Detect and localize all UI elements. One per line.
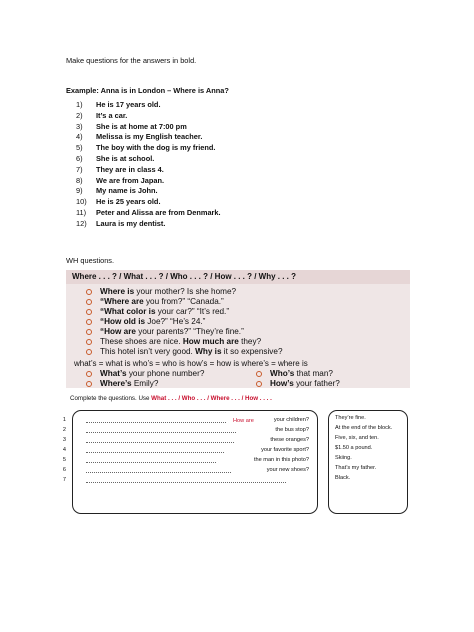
answer-blank[interactable] <box>86 436 234 443</box>
list-item: 1) He is 17 years old. <box>76 100 161 109</box>
circle-bullet-icon <box>256 371 262 377</box>
circle-bullet-icon <box>256 381 262 387</box>
answer-item: Black. <box>335 475 351 481</box>
answer-blank[interactable] <box>86 446 224 453</box>
list-item: 12) Laura is my dentist. <box>76 218 166 228</box>
circle-bullet-icon <box>86 319 92 325</box>
wh-title: WH questions. <box>66 256 115 265</box>
questions-box <box>62 410 318 514</box>
wh-example: “Where are you from?” “Canada.” <box>86 297 224 307</box>
list-item: 3) She is at home at 7:00 pm <box>76 121 187 131</box>
question-row: 6 your new shoes? <box>62 467 309 473</box>
question-row: 3 these oranges? <box>62 437 309 443</box>
answer-item: At the end of the block. <box>335 425 393 431</box>
question-row: 5 the man in this photo? <box>62 457 309 463</box>
answer-blank[interactable] <box>86 466 231 473</box>
circle-bullet-icon <box>86 309 92 315</box>
wh-grammar-panel <box>66 270 410 388</box>
instruction: Make questions for the answers in bold. <box>66 56 197 65</box>
wh-example: “What color is your car?” “It’s red.” <box>86 307 229 317</box>
circle-bullet-icon <box>86 289 92 295</box>
answer-blank[interactable] <box>86 426 236 433</box>
list-item: 11) Peter and Alissa are from Denmark. <box>76 207 221 217</box>
sample-answer: How are <box>233 418 254 424</box>
circle-bullet-icon <box>86 329 92 335</box>
circle-bullet-icon <box>86 371 92 377</box>
wh-example: These shoes are nice. How much are they? <box>86 337 261 347</box>
wh-header: Where . . . ? / What . . . ? / Who . . . ? / How . . . ? / Why . . . ? <box>66 270 410 284</box>
answer-blank[interactable] <box>86 476 286 483</box>
answers-box <box>328 410 408 514</box>
list-item: 7) They are in class 4. <box>76 164 164 174</box>
question-row: 2 the bus stop? <box>62 427 309 433</box>
wh-example: This hotel isn’t very good. Why is it so expensive? <box>86 347 283 357</box>
answer-item: That’s my father. <box>335 465 377 471</box>
circle-bullet-icon <box>86 381 92 387</box>
answer-item: Five, six, and ten. <box>335 435 379 441</box>
answer-item: $1.50 a pound. <box>335 445 373 451</box>
list-item: 5) The boy with the dog is my friend. <box>76 143 216 153</box>
circle-bullet-icon <box>86 299 92 305</box>
answers-list <box>76 100 221 230</box>
question-row: 7 <box>73 476 319 485</box>
list-item: 2) It’s a car. <box>76 110 128 120</box>
circle-bullet-icon <box>86 339 92 345</box>
wh-contractions: what’s = what is who’s = who is how’s = how is where’s = where is <box>74 359 308 368</box>
question-row: 4 your favorite sport? <box>62 447 309 453</box>
wh-pair: Where’s Emily? <box>86 379 158 389</box>
wh-example: “How are your parents?” “They’re fine.” <box>86 327 244 337</box>
answer-blank[interactable] <box>86 456 216 463</box>
answer-item: Skiing. <box>335 455 352 461</box>
wh-example: Where is your mother? Is she home? <box>86 287 236 297</box>
wh-pair: What’s your phone number? <box>86 369 204 379</box>
example: Example: Anna is in London – Where is Anna? <box>66 86 229 95</box>
answer-blank[interactable] <box>86 416 226 423</box>
list-item: 4) Melissa is my English teacher. <box>76 132 203 142</box>
complete-instruction: Complete the questions. Use What . . . / Who . . . / Where . . . / How . . . . <box>70 395 272 402</box>
circle-bullet-icon <box>86 349 92 355</box>
answer-item: They’re fine. <box>335 415 366 421</box>
wh-pair: Who’s that man? <box>256 369 333 379</box>
wh-example: “How old is Joe?” “He’s 24.” <box>86 317 205 327</box>
question-row: 1 How are your children? <box>62 417 309 424</box>
wh-pair: How’s your father? <box>256 379 340 389</box>
list-item: 9) My name is John. <box>76 186 158 196</box>
list-item: 8) We are from Japan. <box>76 175 165 185</box>
list-item: 10) He is 25 years old. <box>76 197 161 207</box>
list-item: 6) She is at school. <box>76 153 155 163</box>
